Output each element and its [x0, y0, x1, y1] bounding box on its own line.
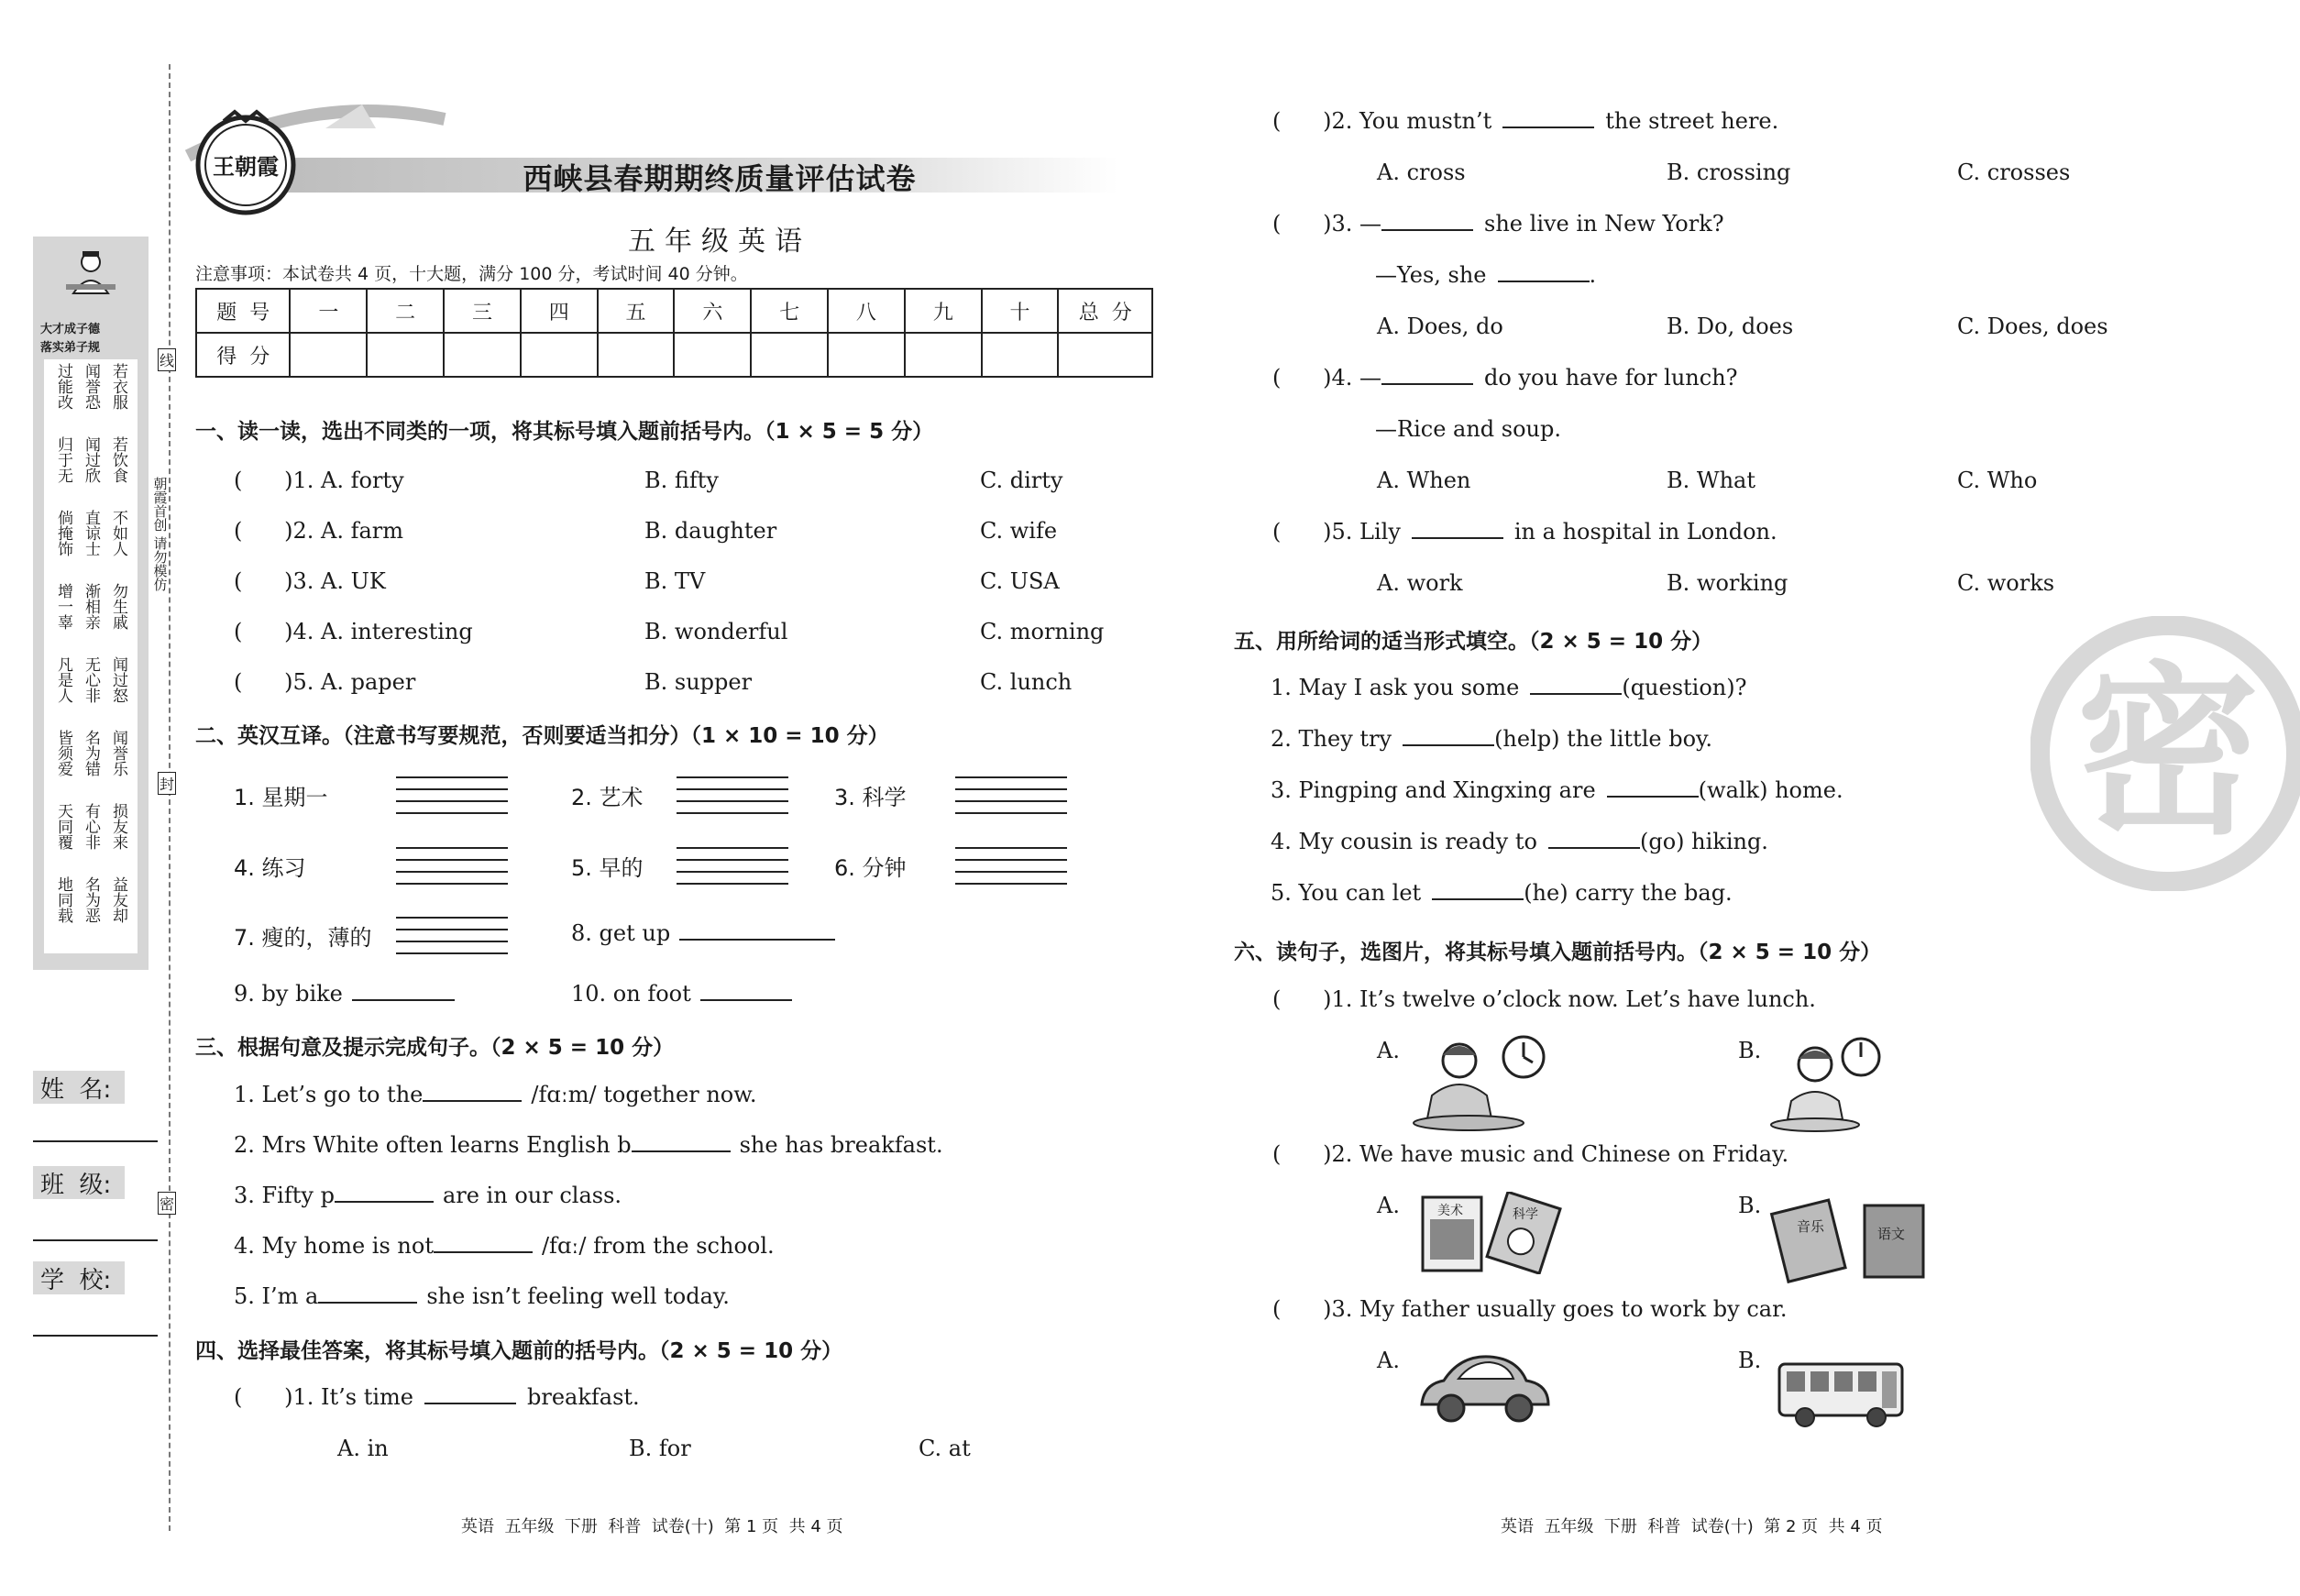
- four-line-grid[interactable]: [396, 766, 508, 814]
- answer-blank[interactable]: [423, 1082, 522, 1102]
- four-line-grid[interactable]: [955, 837, 1067, 885]
- s2-item: 7. 瘦的，薄的: [234, 925, 372, 951]
- s5-text-after: (walk) home.: [1698, 777, 1843, 803]
- s2-item-row: [571, 981, 792, 1007]
- score-header-cell: 八: [828, 289, 905, 333]
- s4-question: [1272, 365, 1738, 391]
- s4-dialogue-reply: [1375, 262, 1596, 288]
- s6-question: ( )2. We have music and Chinese on Friday.: [1272, 1141, 1789, 1167]
- s4-option-c[interactable]: C. works: [1957, 570, 2055, 596]
- s3-text-before: 3. Fifty p: [234, 1183, 335, 1208]
- s6-option-b-label[interactable]: B.: [1738, 1038, 1762, 1063]
- score-header-row: [196, 289, 1152, 333]
- s4-reply-text: —Rice and soup.: [1375, 416, 1561, 442]
- binding-note-text: 朝霞首创 请勿模仿: [151, 477, 169, 591]
- motto-column: 过能改: [54, 363, 72, 410]
- motto-column: 凡是人: [54, 656, 72, 703]
- s3-text-before: 5. I’m a: [234, 1283, 319, 1309]
- answer-blank[interactable]: [700, 981, 792, 1001]
- s4-dialogue-reply: [1375, 416, 1561, 442]
- notice: 注意事项：本试卷共 4 页，十大题，满分 100 分，考试时间 40 分钟。: [195, 264, 748, 284]
- answer-blank[interactable]: [434, 1233, 533, 1253]
- period: .: [1589, 262, 1597, 288]
- s5-sentence: [1271, 675, 1747, 700]
- s1-question: ( )2. A. farm: [234, 518, 404, 544]
- s1-option-b: B. supper: [644, 669, 753, 695]
- answer-blank[interactable]: [1502, 108, 1594, 128]
- score-cell[interactable]: [598, 333, 675, 377]
- motto-column: 损友来: [109, 803, 127, 850]
- motto-column: 直谅士: [82, 510, 100, 556]
- score-header-cell: 三: [444, 289, 521, 333]
- score-header-cell: 十: [982, 289, 1059, 333]
- watermark-char: 密: [2075, 646, 2260, 860]
- picture-3b-bus[interactable]: [1774, 1355, 1911, 1433]
- score-cell[interactable]: [521, 333, 598, 377]
- s2-item: 2. 艺术: [571, 785, 644, 810]
- s1-option-b: B. fifty: [644, 468, 719, 493]
- score-row-label: 得 分: [196, 333, 290, 377]
- motto-column: 不如人: [109, 510, 127, 556]
- s4-option-a[interactable]: A. work: [1377, 570, 1463, 596]
- motto-column: 地同载: [54, 876, 72, 923]
- motto-column: 归于无: [54, 436, 72, 483]
- answer-blank[interactable]: [632, 1132, 731, 1152]
- motto-header-2: 落实弟子规: [40, 341, 101, 355]
- s4-question-start: ( )1. It’s time: [234, 1384, 414, 1410]
- s2-item: 6. 分钟: [834, 855, 907, 881]
- motto-panel: [33, 237, 149, 970]
- motto-column: 名为恶: [82, 876, 100, 923]
- section3-title: 三、根据句意及提示完成句子。（2 × 5 = 10 分）: [195, 1036, 675, 1060]
- publisher-logo: [191, 108, 301, 218]
- motto-column: 闻誉乐: [109, 730, 127, 776]
- secret-watermark: [2030, 616, 2300, 891]
- motto-text-box: [44, 359, 138, 953]
- answer-blank[interactable]: [679, 920, 835, 941]
- motto-column: 有心非: [82, 803, 100, 850]
- score-header-cell: 题 号: [196, 289, 290, 333]
- s4-question-end: she live in New York?: [1484, 211, 1724, 237]
- s3-text-after: she has breakfast.: [739, 1132, 943, 1158]
- s4-option-a[interactable]: A. cross: [1377, 160, 1466, 185]
- s6-option-b-label[interactable]: B.: [1738, 1348, 1762, 1373]
- motto-column: 天同覆: [54, 803, 72, 850]
- section4-title: 四、选择最佳答案，将其标号填入题前的括号内。（2 × 5 = 10 分）: [195, 1339, 843, 1363]
- s3-text-before: 2. Mrs White often learns English b: [234, 1132, 632, 1158]
- four-line-grid[interactable]: [677, 766, 788, 814]
- s2-item: 4. 练习: [234, 855, 306, 881]
- s4-question-end: the street here.: [1605, 108, 1779, 134]
- s5-text-before: 3. Pingping and Xingxing are: [1271, 777, 1596, 803]
- s4-question-end: do you have for lunch?: [1484, 365, 1738, 391]
- s4-question-start: ( )3. —: [1272, 211, 1382, 237]
- s5-text-before: 1. May I ask you some: [1271, 675, 1520, 700]
- section2-title: 二、英汉互译。（注意书写要规范，否则要适当扣分）（1 × 10 = 10 分）: [195, 724, 889, 748]
- s4-question-end: in a hospital in London.: [1513, 519, 1777, 545]
- s1-option-c: C. lunch: [980, 669, 1073, 695]
- section6-title: 六、读句子，选图片，将其标号填入题前括号内。（2 × 5 = 10 分）: [1234, 941, 1882, 964]
- s1-option-b: B. daughter: [644, 518, 777, 544]
- s1-option-b: B. wonderful: [644, 619, 788, 644]
- s4-reply-text: —Yes, she: [1375, 262, 1487, 288]
- s1-question: ( )1. A. forty: [234, 468, 404, 493]
- four-line-grid[interactable]: [396, 837, 508, 885]
- s4-question: [1272, 211, 1724, 237]
- motto-column: 闻誉恐: [82, 363, 100, 410]
- picture-1a-boy-eating[interactable]: [1404, 1031, 1546, 1132]
- s1-option-c: C. wife: [980, 518, 1058, 544]
- score-value-row: [196, 333, 1152, 377]
- s6-option-a-label[interactable]: A.: [1377, 1348, 1400, 1373]
- score-cell[interactable]: [751, 333, 828, 377]
- binding-note: [150, 477, 169, 596]
- s3-sentence: [234, 1183, 622, 1208]
- s6-option-a-label[interactable]: A.: [1377, 1038, 1400, 1063]
- motto-column: 闻过欣: [82, 436, 100, 483]
- motto-column: 若衣服: [109, 363, 127, 410]
- s4-option-a[interactable]: A. in: [337, 1436, 389, 1461]
- logo-text: 王朝霞: [213, 154, 279, 180]
- s2-item-row: [234, 981, 455, 1007]
- s3-text-after: /fɑː/ from the school.: [541, 1233, 775, 1259]
- answer-blank[interactable]: [1432, 880, 1524, 900]
- s3-sentence: [234, 1233, 775, 1259]
- s4-option-c[interactable]: C. at: [919, 1436, 971, 1461]
- s4-question-end: breakfast.: [527, 1384, 640, 1410]
- footer-left: 英语 五年级 下册 科普 试卷(十) 第 1 页 共 4 页: [461, 1517, 843, 1536]
- answer-blank[interactable]: [1412, 519, 1503, 539]
- motto-column: 增一辜: [54, 583, 72, 630]
- answer-blank[interactable]: [1607, 777, 1699, 798]
- s4-option-c[interactable]: C. crosses: [1957, 160, 2071, 185]
- s5-sentence: [1271, 777, 1843, 803]
- s3-text-after: are in our class.: [442, 1183, 622, 1208]
- section1-title: 一、读一读，选出不同类的一项，将其标号填入题前括号内。（1 × 5 = 5 分）: [195, 420, 934, 444]
- answer-blank[interactable]: [335, 1183, 434, 1203]
- s6-question: ( )3. My father usually goes to work by car.: [1272, 1296, 1788, 1322]
- s1-question: ( )5. A. paper: [234, 669, 416, 695]
- motto-column: 闻过怒: [109, 656, 127, 703]
- binding-mark-mi: 密: [158, 1192, 176, 1215]
- score-header-cell: 四: [521, 289, 598, 333]
- s5-sentence: [1271, 829, 1768, 854]
- s5-text-before: 2. They try: [1271, 726, 1392, 752]
- s1-question: ( )4. A. interesting: [234, 619, 473, 644]
- s5-text-before: 5. You can let: [1271, 880, 1422, 906]
- name-label: 姓 名:: [33, 1071, 125, 1104]
- s4-question: [234, 1384, 640, 1410]
- s1-option-c: C. USA: [980, 568, 1060, 594]
- score-cell[interactable]: [828, 333, 905, 377]
- s3-sentence: [234, 1082, 757, 1107]
- s2-item: 10. on foot: [571, 981, 691, 1007]
- score-header-cell: 总 分: [1058, 289, 1152, 333]
- s2-item: 9. by bike: [234, 981, 343, 1007]
- s4-question: [1272, 519, 1777, 545]
- four-line-grid[interactable]: [396, 907, 508, 954]
- score-cell[interactable]: [905, 333, 982, 377]
- s4-option-b[interactable]: B. What: [1667, 468, 1755, 493]
- s5-text-after: (help) the little boy.: [1494, 726, 1713, 752]
- score-cell[interactable]: [1058, 333, 1152, 377]
- score-header-cell: 七: [751, 289, 828, 333]
- s6-question: ( )1. It’s twelve o’clock now. Let’s have lunch.: [1272, 986, 1816, 1012]
- class-field[interactable]: [33, 1239, 158, 1241]
- answer-blank[interactable]: [1548, 829, 1640, 849]
- school-field[interactable]: [33, 1335, 158, 1337]
- four-line-grid[interactable]: [955, 766, 1067, 814]
- s2-item: 3. 科学: [834, 785, 907, 810]
- s5-text-after: (he) carry the bag.: [1524, 880, 1733, 906]
- s6-option-a-label[interactable]: A.: [1377, 1193, 1400, 1218]
- s5-sentence: [1271, 880, 1733, 906]
- s2-item: 5. 早的: [571, 855, 644, 881]
- book-label-science: 科学: [1513, 1207, 1538, 1222]
- answer-blank[interactable]: [1403, 726, 1494, 746]
- picture-2a-books[interactable]: [1419, 1192, 1566, 1274]
- s5-text-after: (question)?: [1622, 675, 1747, 700]
- s4-option-b[interactable]: B. for: [629, 1436, 691, 1461]
- motto-column: 无心非: [82, 656, 100, 703]
- s4-option-c[interactable]: C. Does, does: [1957, 314, 2108, 339]
- s5-text-after: (go) hiking.: [1639, 829, 1768, 854]
- s4-question-start: ( )2. You mustn’t: [1272, 108, 1492, 134]
- s4-option-a[interactable]: A. When: [1377, 468, 1471, 493]
- s2-item: 8. get up: [571, 920, 671, 946]
- s3-sentence: [234, 1283, 730, 1309]
- answer-blank[interactable]: [352, 981, 455, 1001]
- school-label: 学 校:: [33, 1261, 125, 1294]
- s3-text-before: 4. My home is not: [234, 1233, 434, 1259]
- score-table: [195, 288, 1153, 378]
- picture-2b-books[interactable]: [1769, 1196, 1930, 1283]
- score-cell[interactable]: [290, 333, 367, 377]
- book-label-music: 音乐: [1797, 1218, 1825, 1235]
- s4-option-a[interactable]: A. Does, do: [1377, 314, 1503, 339]
- s4-question: [1272, 108, 1778, 134]
- score-header-cell: 九: [905, 289, 982, 333]
- s4-option-b[interactable]: B. crossing: [1667, 160, 1791, 185]
- picture-1b-boy-eating[interactable]: [1769, 1031, 1888, 1132]
- s2-item: 1. 星期一: [234, 785, 328, 810]
- book-label-chinese: 语文: [1877, 1226, 1906, 1242]
- s2-item-row: [571, 920, 835, 946]
- s1-question: ( )3. A. UK: [234, 568, 386, 594]
- scholar-icon: [61, 248, 121, 297]
- dotted-binding-line: [169, 64, 171, 1531]
- s3-text-after: /fɑːm/ together now.: [531, 1082, 757, 1107]
- answer-blank[interactable]: [424, 1384, 516, 1404]
- s4-option-b[interactable]: B. Do, does: [1667, 314, 1794, 339]
- motto-column: 勿生戚: [109, 583, 127, 630]
- motto-column: 皆须爱: [54, 730, 72, 776]
- four-line-grid[interactable]: [677, 837, 788, 885]
- score-cell[interactable]: [674, 333, 751, 377]
- s5-text-before: 4. My cousin is ready to: [1271, 829, 1537, 854]
- s4-question-start: ( )4. —: [1272, 365, 1382, 391]
- binding-mark-xian: 线: [158, 348, 176, 371]
- score-cell[interactable]: [982, 333, 1059, 377]
- s3-text-before: 1. Let’s go to the: [234, 1082, 424, 1107]
- s1-option-b: B. TV: [644, 568, 706, 594]
- s6-option-b-label[interactable]: B.: [1738, 1193, 1762, 1218]
- subject-title: 五年级英语: [628, 226, 811, 258]
- score-header-cell: 五: [598, 289, 675, 333]
- answer-blank[interactable]: [1530, 675, 1622, 695]
- exam-title: 西峡县春期期终质量评估试卷: [523, 161, 917, 196]
- score-header-cell: 一: [290, 289, 367, 333]
- s4-question-start: ( )5. Lily: [1272, 519, 1401, 545]
- answer-blank[interactable]: [318, 1283, 417, 1304]
- section5-title: 五、用所给词的适当形式填空。（2 × 5 = 10 分）: [1234, 630, 1713, 654]
- motto-column: 名为错: [82, 730, 100, 776]
- score-cell[interactable]: [444, 333, 521, 377]
- s5-sentence: [1271, 726, 1712, 752]
- s4-option-b[interactable]: B. working: [1667, 570, 1788, 596]
- answer-blank[interactable]: [1381, 211, 1473, 231]
- s4-option-c[interactable]: C. Who: [1957, 468, 2038, 493]
- motto-column: 若饮食: [109, 436, 127, 483]
- picture-3a-car[interactable]: [1416, 1348, 1554, 1430]
- answer-blank[interactable]: [1381, 365, 1473, 385]
- class-label: 班 级:: [33, 1166, 125, 1199]
- motto-column: 倘掩饰: [54, 510, 72, 556]
- motto-column: 渐相亲: [82, 583, 100, 630]
- s1-option-c: C. morning: [980, 619, 1105, 644]
- s1-option-c: C. dirty: [980, 468, 1063, 493]
- footer-right: 英语 五年级 下册 科普 试卷(十) 第 2 页 共 4 页: [1501, 1517, 1883, 1536]
- name-field[interactable]: [33, 1140, 158, 1142]
- motto-header-1: 大才成子德: [40, 323, 101, 336]
- motto-column: 益友却: [109, 876, 127, 923]
- binding-mark-feng: 封: [158, 772, 176, 795]
- s3-sentence: [234, 1132, 943, 1158]
- score-header-cell: 六: [674, 289, 751, 333]
- s3-text-after: she isn’t feeling well today.: [426, 1283, 730, 1309]
- book-label-art: 美术: [1437, 1204, 1463, 1218]
- score-cell[interactable]: [367, 333, 444, 377]
- score-header-cell: 二: [367, 289, 444, 333]
- answer-blank[interactable]: [1498, 262, 1590, 282]
